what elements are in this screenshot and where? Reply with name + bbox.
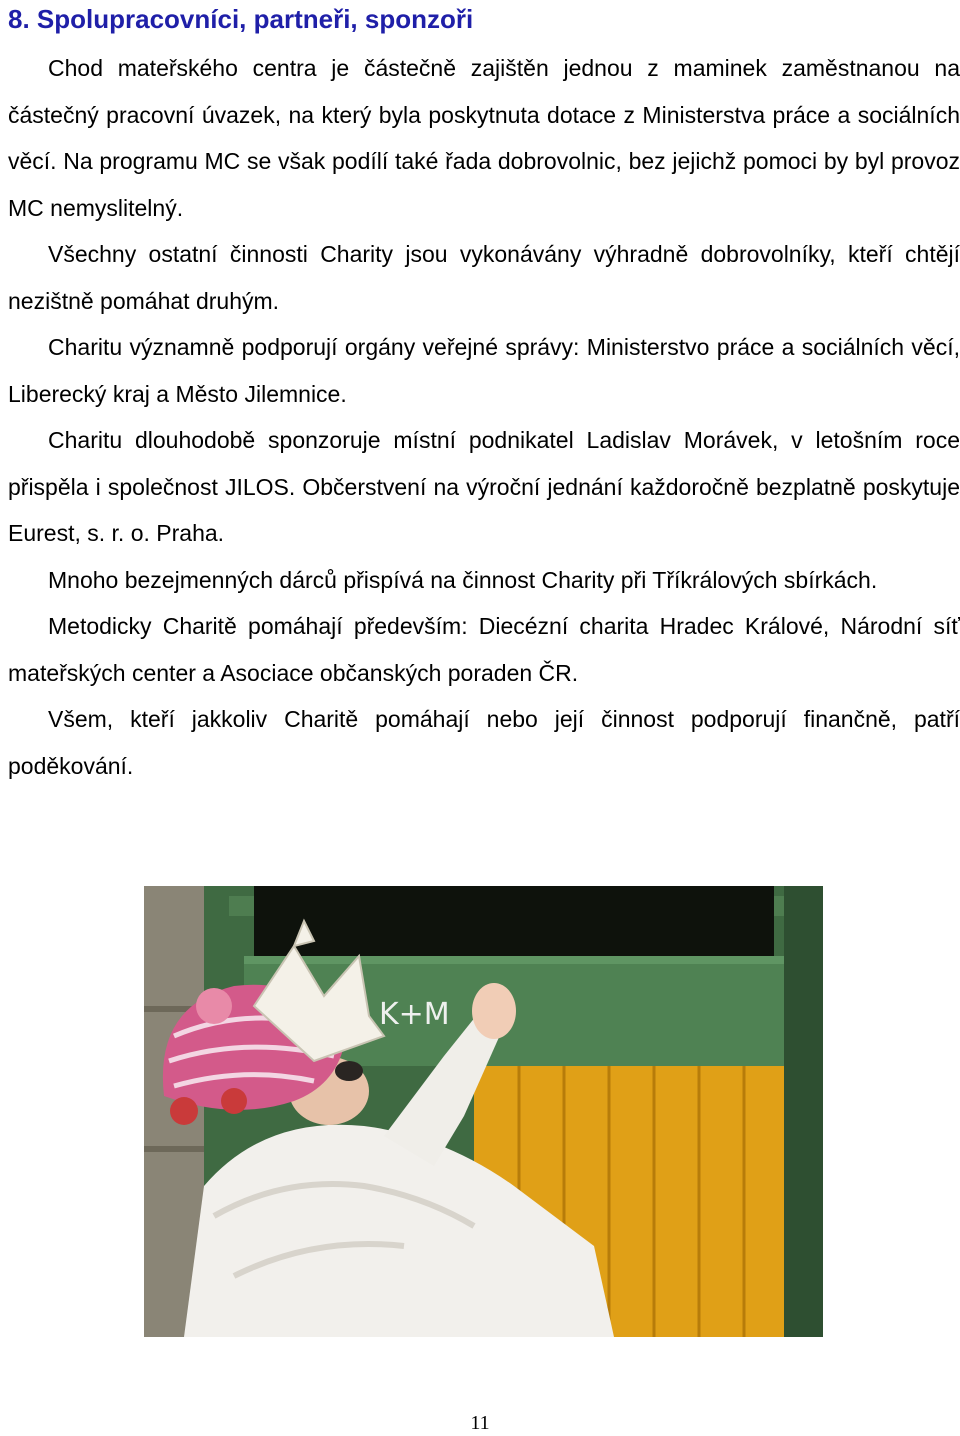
section-heading: 8. Spolupracovníci, partneři, sponzoři [8, 4, 474, 34]
paragraph-sponsors: Charitu dlouhodobě sponzoruje místní podnikatel Ladislav Morávek, v letošním roce přispěla i společnost JILOS. Občerstvení na výroční jednání každoročně bezplatně poskytuje Eurest, s. r. o. Praha. [8, 427, 960, 546]
paragraph-donors: Mnoho bezejmenných dárců přispívá na činnost Charity při Tříkrálových sbírkách. [48, 566, 878, 593]
paragraph-thanks: Všem, kteří jakkoliv Charitě pomáhají nebo její činnost podporují finančně, patří poděkování. [8, 706, 960, 779]
body-text [8, 45, 960, 789]
chalk-inscription: K+M [379, 997, 450, 1032]
paragraph-public-support: Charitu významně podporují orgány veřejné správy: Ministerstvo práce a sociálních věcí, Liberecký kraj a Město Jilemnice. [8, 334, 960, 407]
paragraph-staff: Chod mateřského centra je částečně zajištěn jednou z maminek zaměstnanou na částečný pracovní úvazek, na který byla poskytnuta dotace z Ministerstva práce a sociálních věcí. Na programu MC se však podílí také řada dobrovolnic, bez jejichž pomoci by byl provoz MC nemyslitelný. [8, 55, 960, 221]
page-number: 11 [470, 1412, 490, 1434]
photo-child-chalking-door [144, 886, 823, 1337]
paragraph-methodical-help: Metodicky Charitě pomáhají především: Diecézní charita Hradec Králové, Národní síť mateřských center a Asociace občanských poraden ČR. [8, 613, 960, 686]
paragraph-volunteers: Všechny ostatní činnosti Charity jsou vykonávány výhradně dobrovolníky, kteří chtějí nezištně pomáhat druhým. [8, 241, 960, 314]
